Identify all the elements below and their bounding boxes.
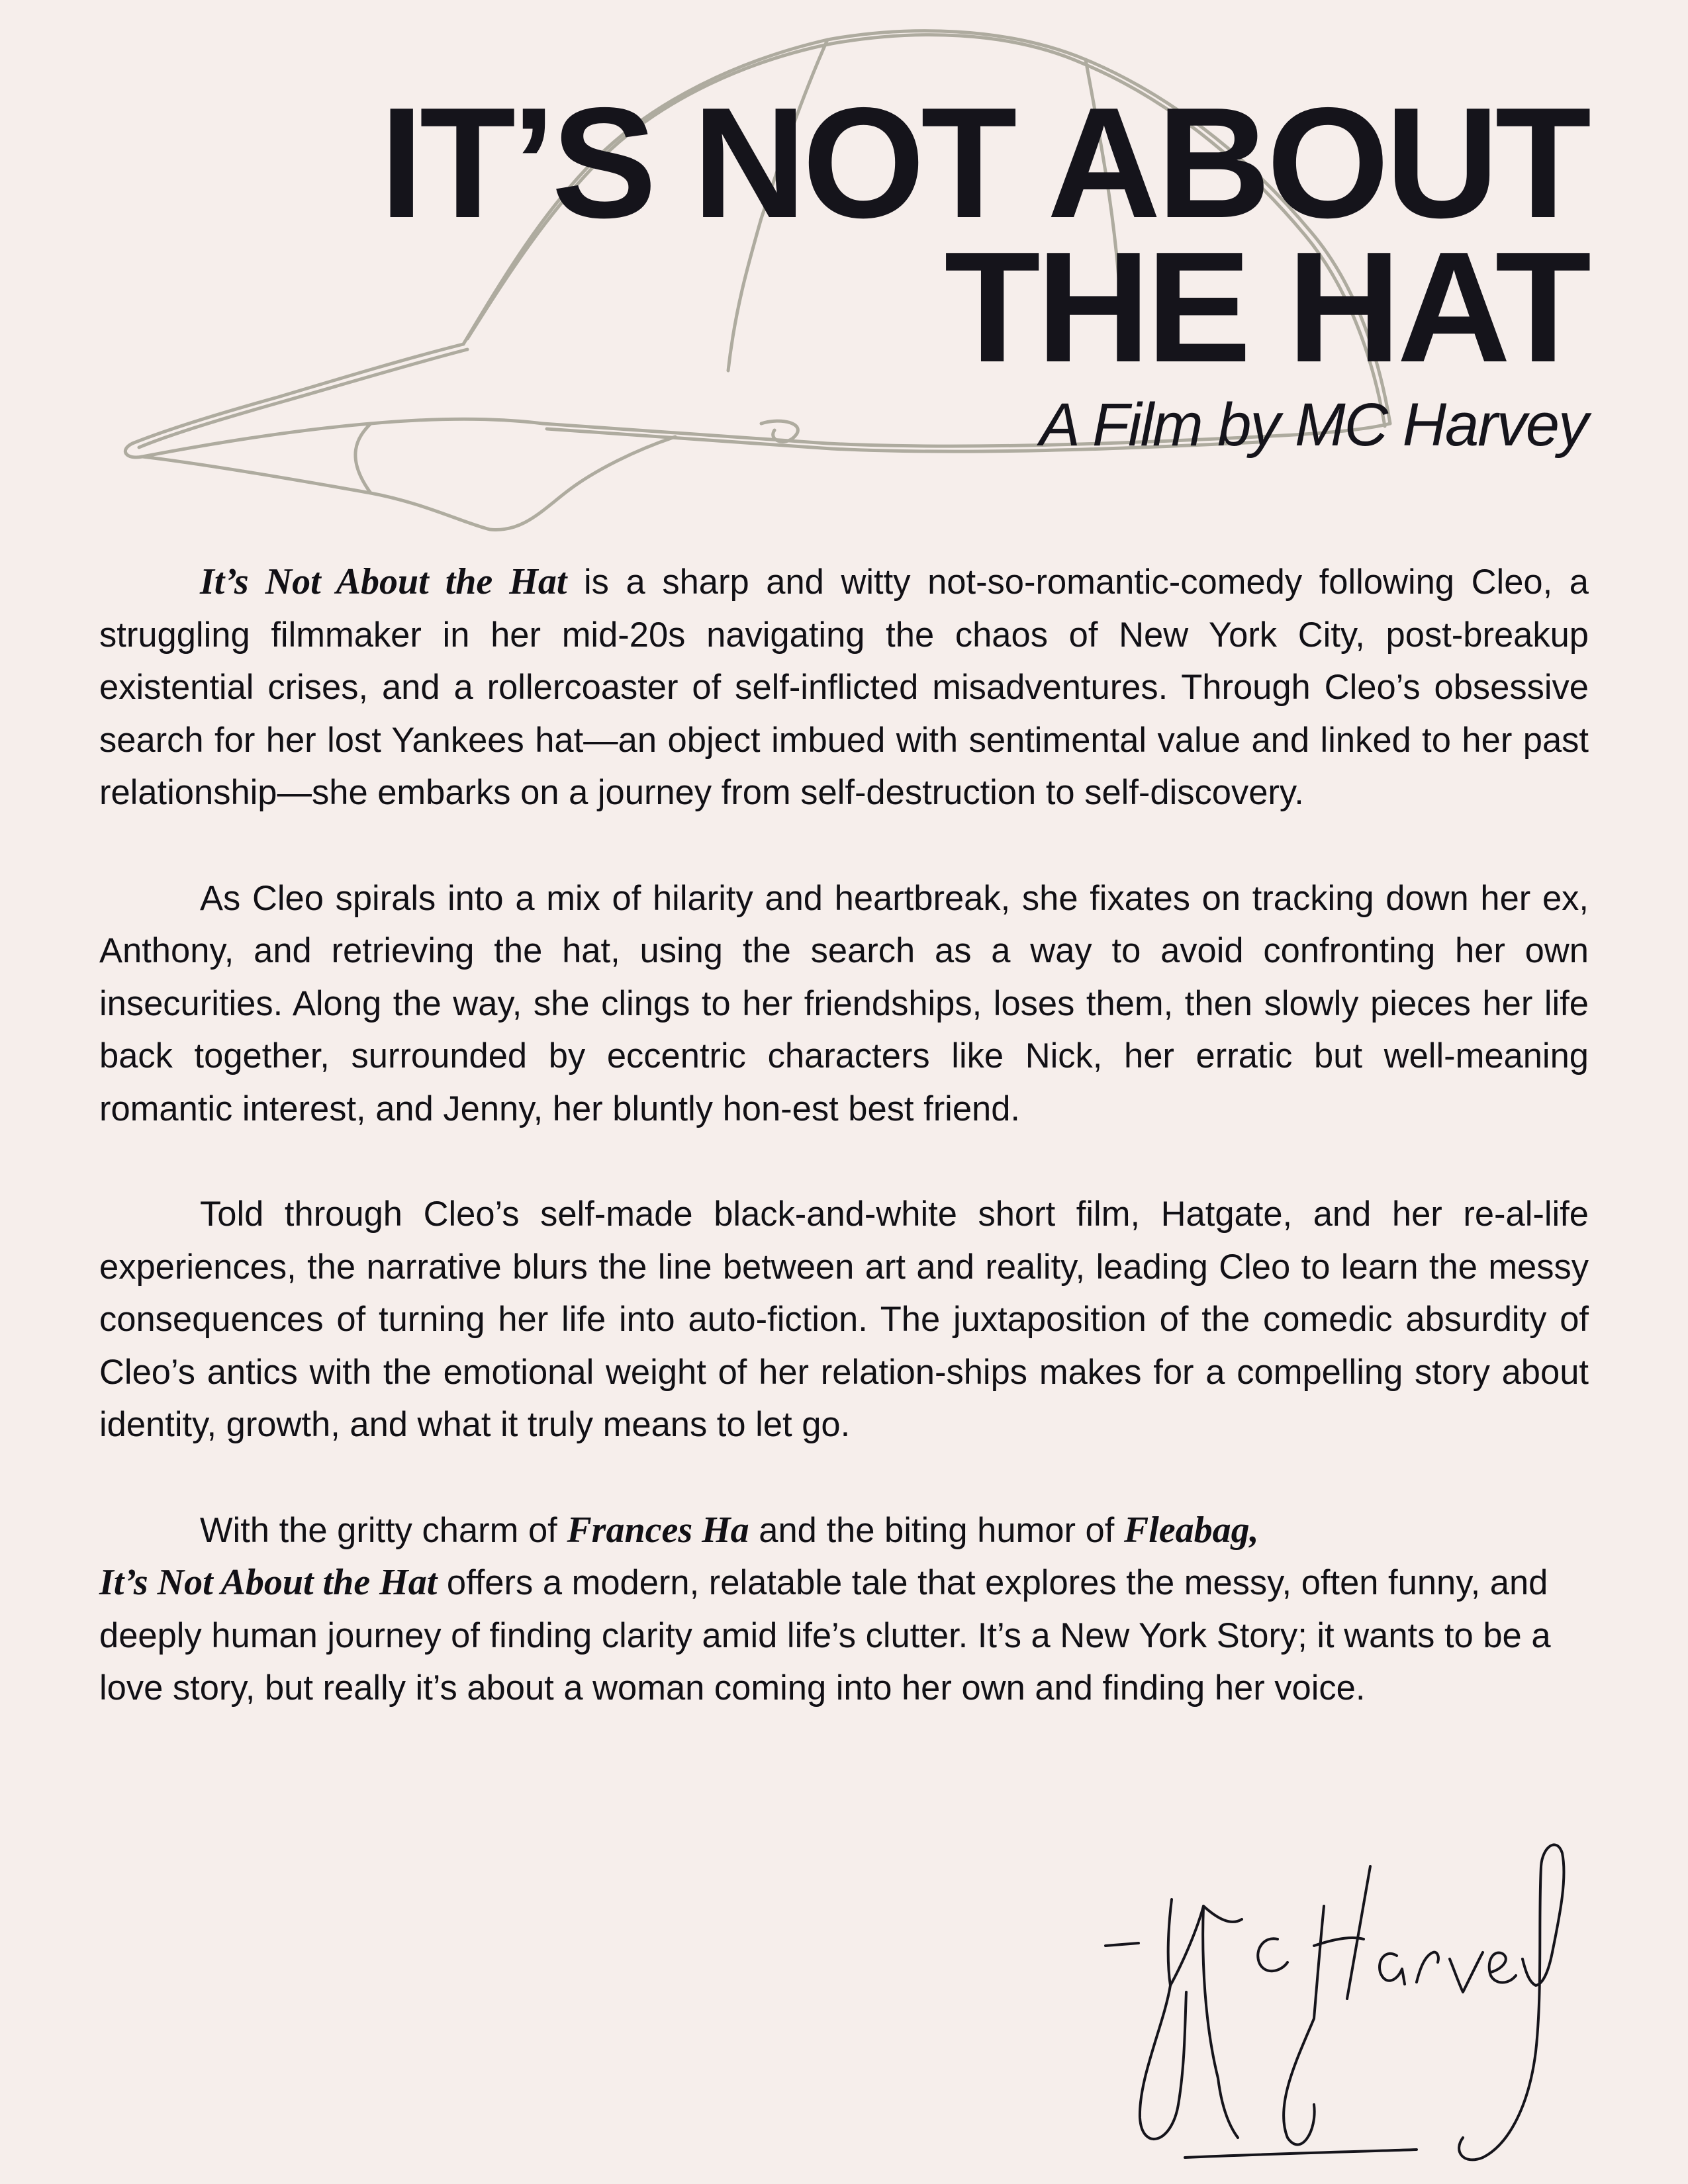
paragraph-2: As Cleo spirals into a mix of hilarity and heartbreak, she fixates on tracking down her ex, Anthony, and retrieving the hat, using the search as a way to avoid confronting her own insecurities. Along the way, she clings to her friendships, loses them, then slowly pieces her life back together, surrounded by eccentric characters like Nick, her erratic but well-meaning romantic interest, and Jenny, her bluntly hon-est best friend. xyxy=(99,878,1589,1128)
paragraph-3: Told through Cleo’s self-made black-and-white short film, Hatgate, and her re-al-life experiences, the narrative blurs the line between art and reality, leading Cleo to learn the messy consequences of turning her life into auto-fiction. The juxtaposition of the comedic absurdity of Cleo’s antics with the emotional weight of her relation-ships makes for a compelling story about identity, growth, and what it truly means to let go. xyxy=(99,1195,1589,1444)
signature-icon xyxy=(1086,1827,1589,2171)
paragraph-1 xyxy=(99,556,1589,819)
page-title xyxy=(197,75,1587,395)
paragraph-4-mid: and the biting humor of xyxy=(749,1510,1124,1550)
film-title-italic: It’s Not About the Hat xyxy=(200,561,567,602)
subtitle: A Film by MC Harvey xyxy=(1039,391,1587,459)
film-title-italic: It’s Not About the Hat xyxy=(99,1562,438,1603)
paragraph-4 xyxy=(99,1504,1589,1715)
title-block xyxy=(197,75,1587,459)
paragraph-1-text: is a sharp and witty not-so-romantic-comedy following Cleo, a struggling filmmaker in her mid-20s navigating the chaos of New York City, post-breakup existential crises, and a rollercoaster of self-inflicted misadventures. Through Cleo’s obsessive search for her lost Yankees hat—an object imbued with sentimental value and linked to her past relationship—she embarks on a journey from self-destruction to self-discovery. xyxy=(99,563,1589,812)
paragraph-4-intro: With the gritty charm of xyxy=(200,1510,567,1550)
reference-fleabag: Fleabag, xyxy=(1123,1509,1259,1551)
synopsis xyxy=(99,556,1589,1768)
title-line-1: IT’S NOT ABOUT xyxy=(379,75,1587,251)
title-line-2: THE HAT xyxy=(944,220,1587,395)
reference-frances-ha: Frances Ha xyxy=(567,1509,749,1551)
paragraph-4-text: offers a modern, relatable tale that explores the messy, often funny, and deeply human journey of finding clarity amid life’s clutter. It’s a New York Story; it wants to be a love story, but really it’s about a woman coming into her own and finding her voice. xyxy=(99,1563,1551,1707)
